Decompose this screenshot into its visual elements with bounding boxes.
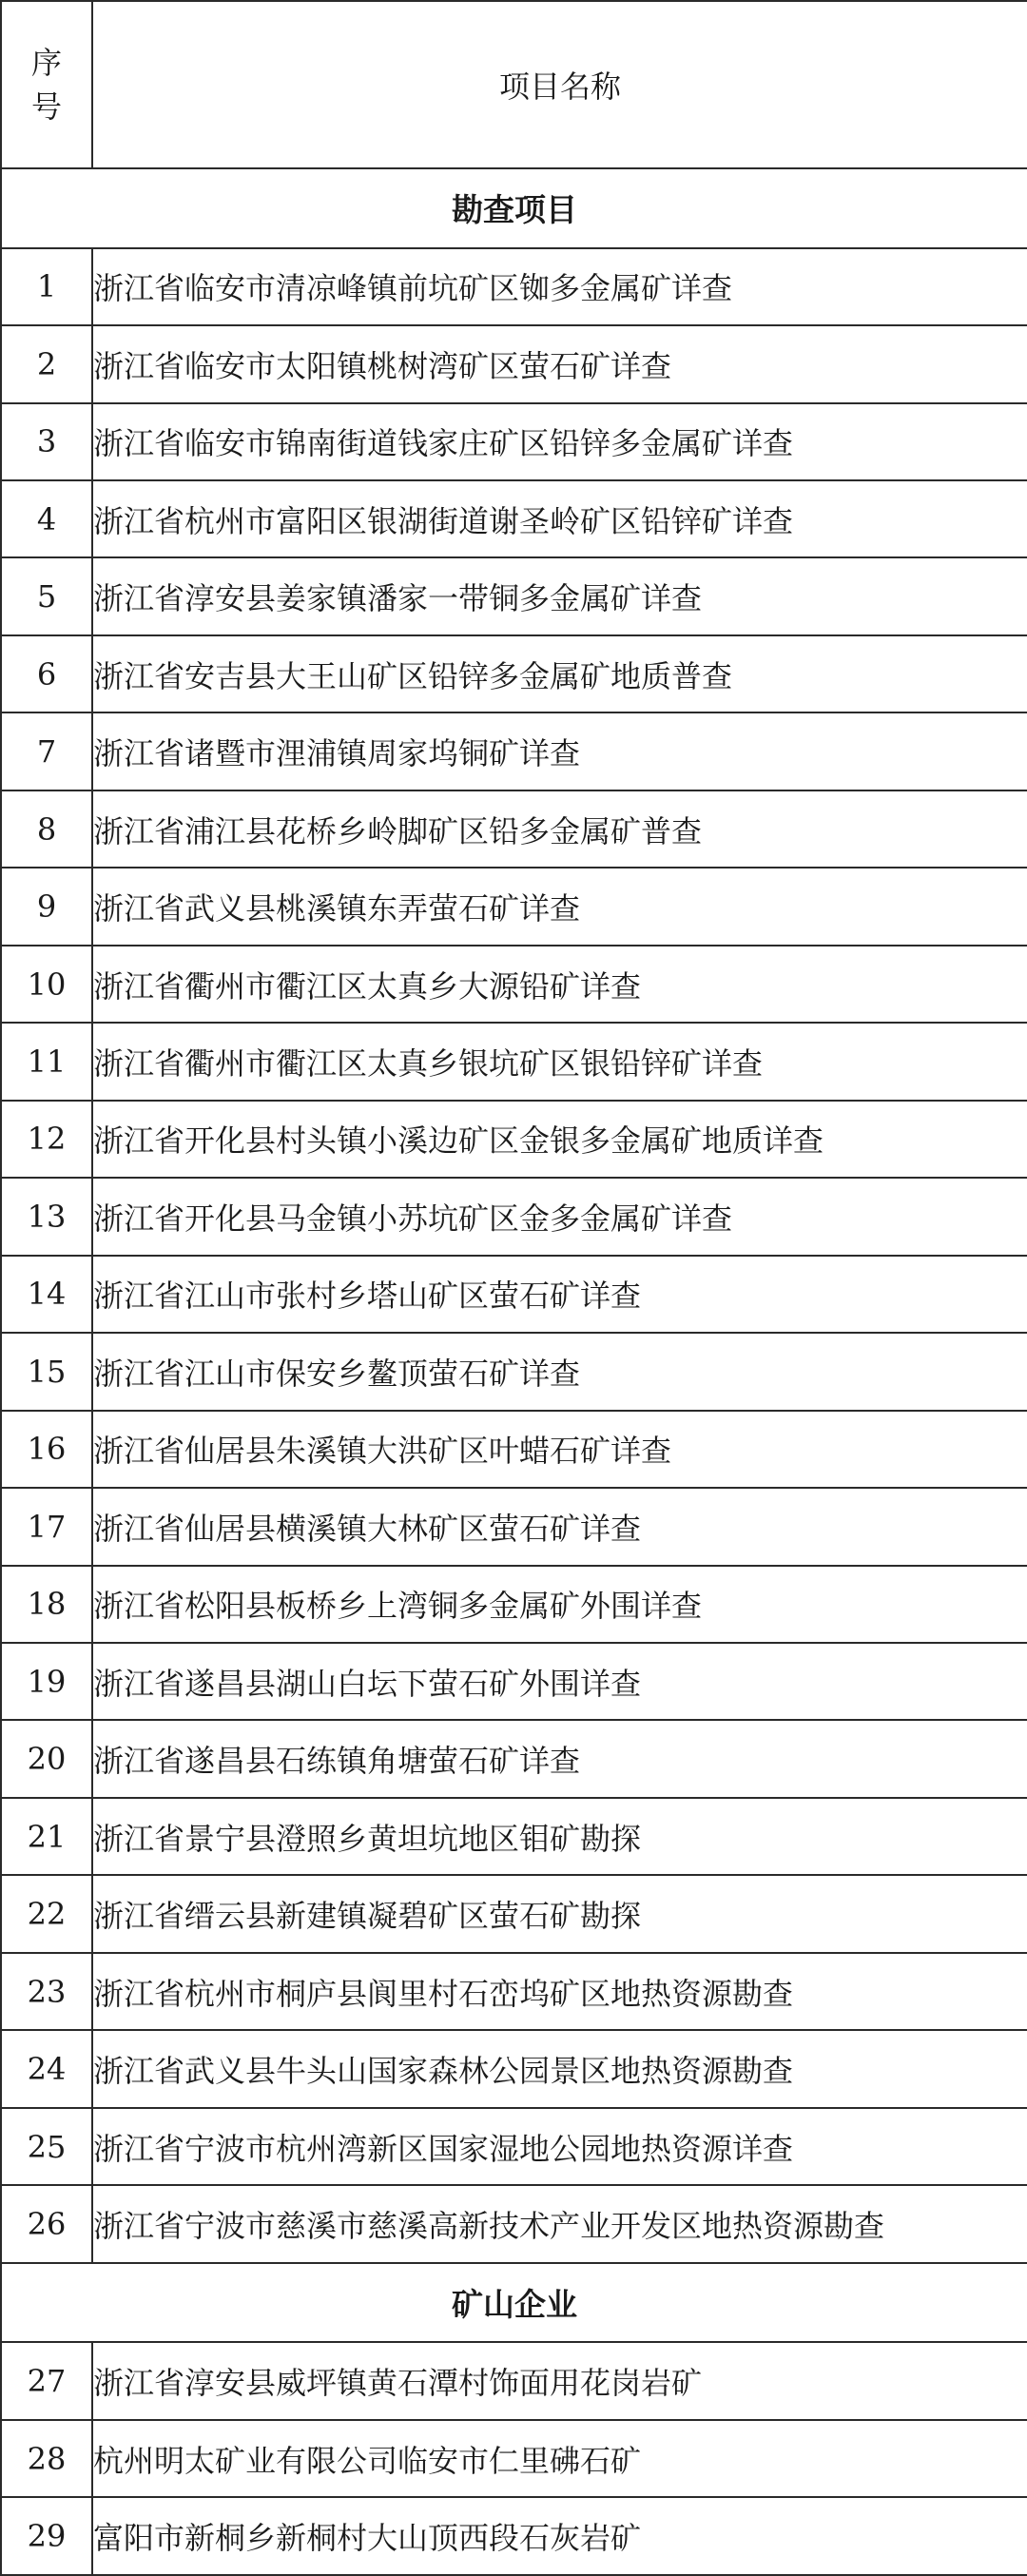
row-number: 21 (1, 1798, 92, 1875)
section-header-row (1, 168, 1027, 248)
table-row (1, 2030, 1027, 2107)
row-number: 11 (1, 1023, 92, 1100)
table-row (1, 1488, 1027, 1565)
table-row (1, 2185, 1027, 2262)
row-number: 29 (1, 2497, 92, 2575)
row-number: 4 (1, 480, 92, 557)
table-row (1, 325, 1027, 402)
table-row (1, 2108, 1027, 2185)
row-number: 7 (1, 712, 92, 790)
table-header-row (1, 1, 1027, 168)
project-name: 富阳市新桐乡新桐村大山顶西段石灰岩矿 (92, 2497, 1027, 2575)
row-number: 13 (1, 1178, 92, 1255)
project-name: 浙江省武义县牛头山国家森林公园景区地热资源勘查 (92, 2030, 1027, 2107)
column-header-no (1, 1, 92, 168)
row-number: 24 (1, 2030, 92, 2107)
project-name: 浙江省遂昌县湖山白坛下萤石矿外围详查 (92, 1643, 1027, 1720)
project-name: 浙江省仙居县横溪镇大林矿区萤石矿详查 (92, 1488, 1027, 1565)
row-number: 27 (1, 2342, 92, 2419)
project-name: 杭州明太矿业有限公司临安市仁里砩石矿 (92, 2420, 1027, 2497)
section-title: 矿山企业 (1, 2263, 1027, 2343)
section-title: 勘查项目 (1, 168, 1027, 248)
project-name: 浙江省江山市保安乡鳌顶萤石矿详查 (92, 1333, 1027, 1410)
table-row (1, 635, 1027, 712)
row-number: 19 (1, 1643, 92, 1720)
row-number: 18 (1, 1566, 92, 1643)
project-name: 浙江省松阳县板桥乡上湾铜多金属矿外围详查 (92, 1566, 1027, 1643)
project-name: 浙江省仙居县朱溪镇大洪矿区叶蜡石矿详查 (92, 1411, 1027, 1488)
table-row (1, 1566, 1027, 1643)
project-name: 浙江省开化县马金镇小苏坑矿区金多金属矿详查 (92, 1178, 1027, 1255)
row-number: 8 (1, 790, 92, 868)
row-number: 26 (1, 2185, 92, 2262)
table-row (1, 480, 1027, 557)
project-name: 浙江省浦江县花桥乡岭脚矿区铅多金属矿普查 (92, 790, 1027, 868)
table-row (1, 790, 1027, 868)
table-body (1, 168, 1027, 2575)
project-name: 浙江省杭州市桐庐县阆里村石峦坞矿区地热资源勘查 (92, 1953, 1027, 2030)
row-number: 15 (1, 1333, 92, 1410)
project-name: 浙江省景宁县澄照乡黄坦坑地区钼矿勘探 (92, 1798, 1027, 1875)
project-name: 浙江省诸暨市浬浦镇周家坞铜矿详查 (92, 712, 1027, 790)
row-number: 23 (1, 1953, 92, 2030)
table-row (1, 2497, 1027, 2575)
table-row (1, 248, 1027, 325)
table-row (1, 1720, 1027, 1797)
project-name: 浙江省宁波市慈溪市慈溪高新技术产业开发区地热资源勘查 (92, 2185, 1027, 2262)
row-number: 6 (1, 635, 92, 712)
project-name: 浙江省淳安县威坪镇黄石潭村饰面用花岗岩矿 (92, 2342, 1027, 2419)
row-number: 14 (1, 1256, 92, 1333)
project-name: 浙江省衢州市衢江区太真乡银坑矿区银铅锌矿详查 (92, 1023, 1027, 1100)
table-row (1, 1953, 1027, 2030)
row-number: 2 (1, 325, 92, 402)
project-name: 浙江省缙云县新建镇凝碧矿区萤石矿勘探 (92, 1875, 1027, 1952)
project-name: 浙江省武义县桃溪镇东弄萤石矿详查 (92, 868, 1027, 945)
row-number: 28 (1, 2420, 92, 2497)
column-header-name: 项目名称 (92, 1, 1027, 168)
project-name: 浙江省临安市太阳镇桃树湾矿区萤石矿详查 (92, 325, 1027, 402)
row-number: 16 (1, 1411, 92, 1488)
table-row (1, 2420, 1027, 2497)
table-row (1, 2342, 1027, 2419)
project-name: 浙江省淳安县姜家镇潘家一带铜多金属矿详查 (92, 557, 1027, 634)
project-name: 浙江省杭州市富阳区银湖街道谢圣岭矿区铅锌矿详查 (92, 480, 1027, 557)
table-row (1, 1256, 1027, 1333)
project-name: 浙江省江山市张村乡塔山矿区萤石矿详查 (92, 1256, 1027, 1333)
row-number: 12 (1, 1101, 92, 1178)
table-row (1, 1101, 1027, 1178)
section-header-row (1, 2263, 1027, 2343)
project-name: 浙江省衢州市衢江区太真乡大源铅矿详查 (92, 946, 1027, 1023)
row-number: 9 (1, 868, 92, 945)
table-row (1, 1798, 1027, 1875)
project-name: 浙江省安吉县大王山矿区铅锌多金属矿地质普查 (92, 635, 1027, 712)
project-name: 浙江省宁波市杭州湾新区国家湿地公园地热资源详查 (92, 2108, 1027, 2185)
table-row (1, 1643, 1027, 1720)
row-number: 1 (1, 248, 92, 325)
row-number: 3 (1, 403, 92, 480)
row-number: 22 (1, 1875, 92, 1952)
table-row (1, 712, 1027, 790)
project-name: 浙江省临安市清凉峰镇前坑矿区铷多金属矿详查 (92, 248, 1027, 325)
column-header-no-line2: 号 (30, 88, 62, 125)
row-number: 10 (1, 946, 92, 1023)
table-row (1, 946, 1027, 1023)
row-number: 20 (1, 1720, 92, 1797)
table-row (1, 1333, 1027, 1410)
table-row (1, 403, 1027, 480)
row-number: 25 (1, 2108, 92, 2185)
project-name: 浙江省开化县村头镇小溪边矿区金银多金属矿地质详查 (92, 1101, 1027, 1178)
project-name: 浙江省临安市锦南街道钱家庄矿区铅锌多金属矿详查 (92, 403, 1027, 480)
column-header-no-line1: 序 (30, 45, 62, 81)
row-number: 5 (1, 557, 92, 634)
table-row (1, 1875, 1027, 1952)
project-name: 浙江省遂昌县石练镇角塘萤石矿详查 (92, 1720, 1027, 1797)
table-row (1, 557, 1027, 634)
table-row (1, 1411, 1027, 1488)
table-row (1, 1178, 1027, 1255)
row-number: 17 (1, 1488, 92, 1565)
table-row (1, 868, 1027, 945)
table-row (1, 1023, 1027, 1100)
